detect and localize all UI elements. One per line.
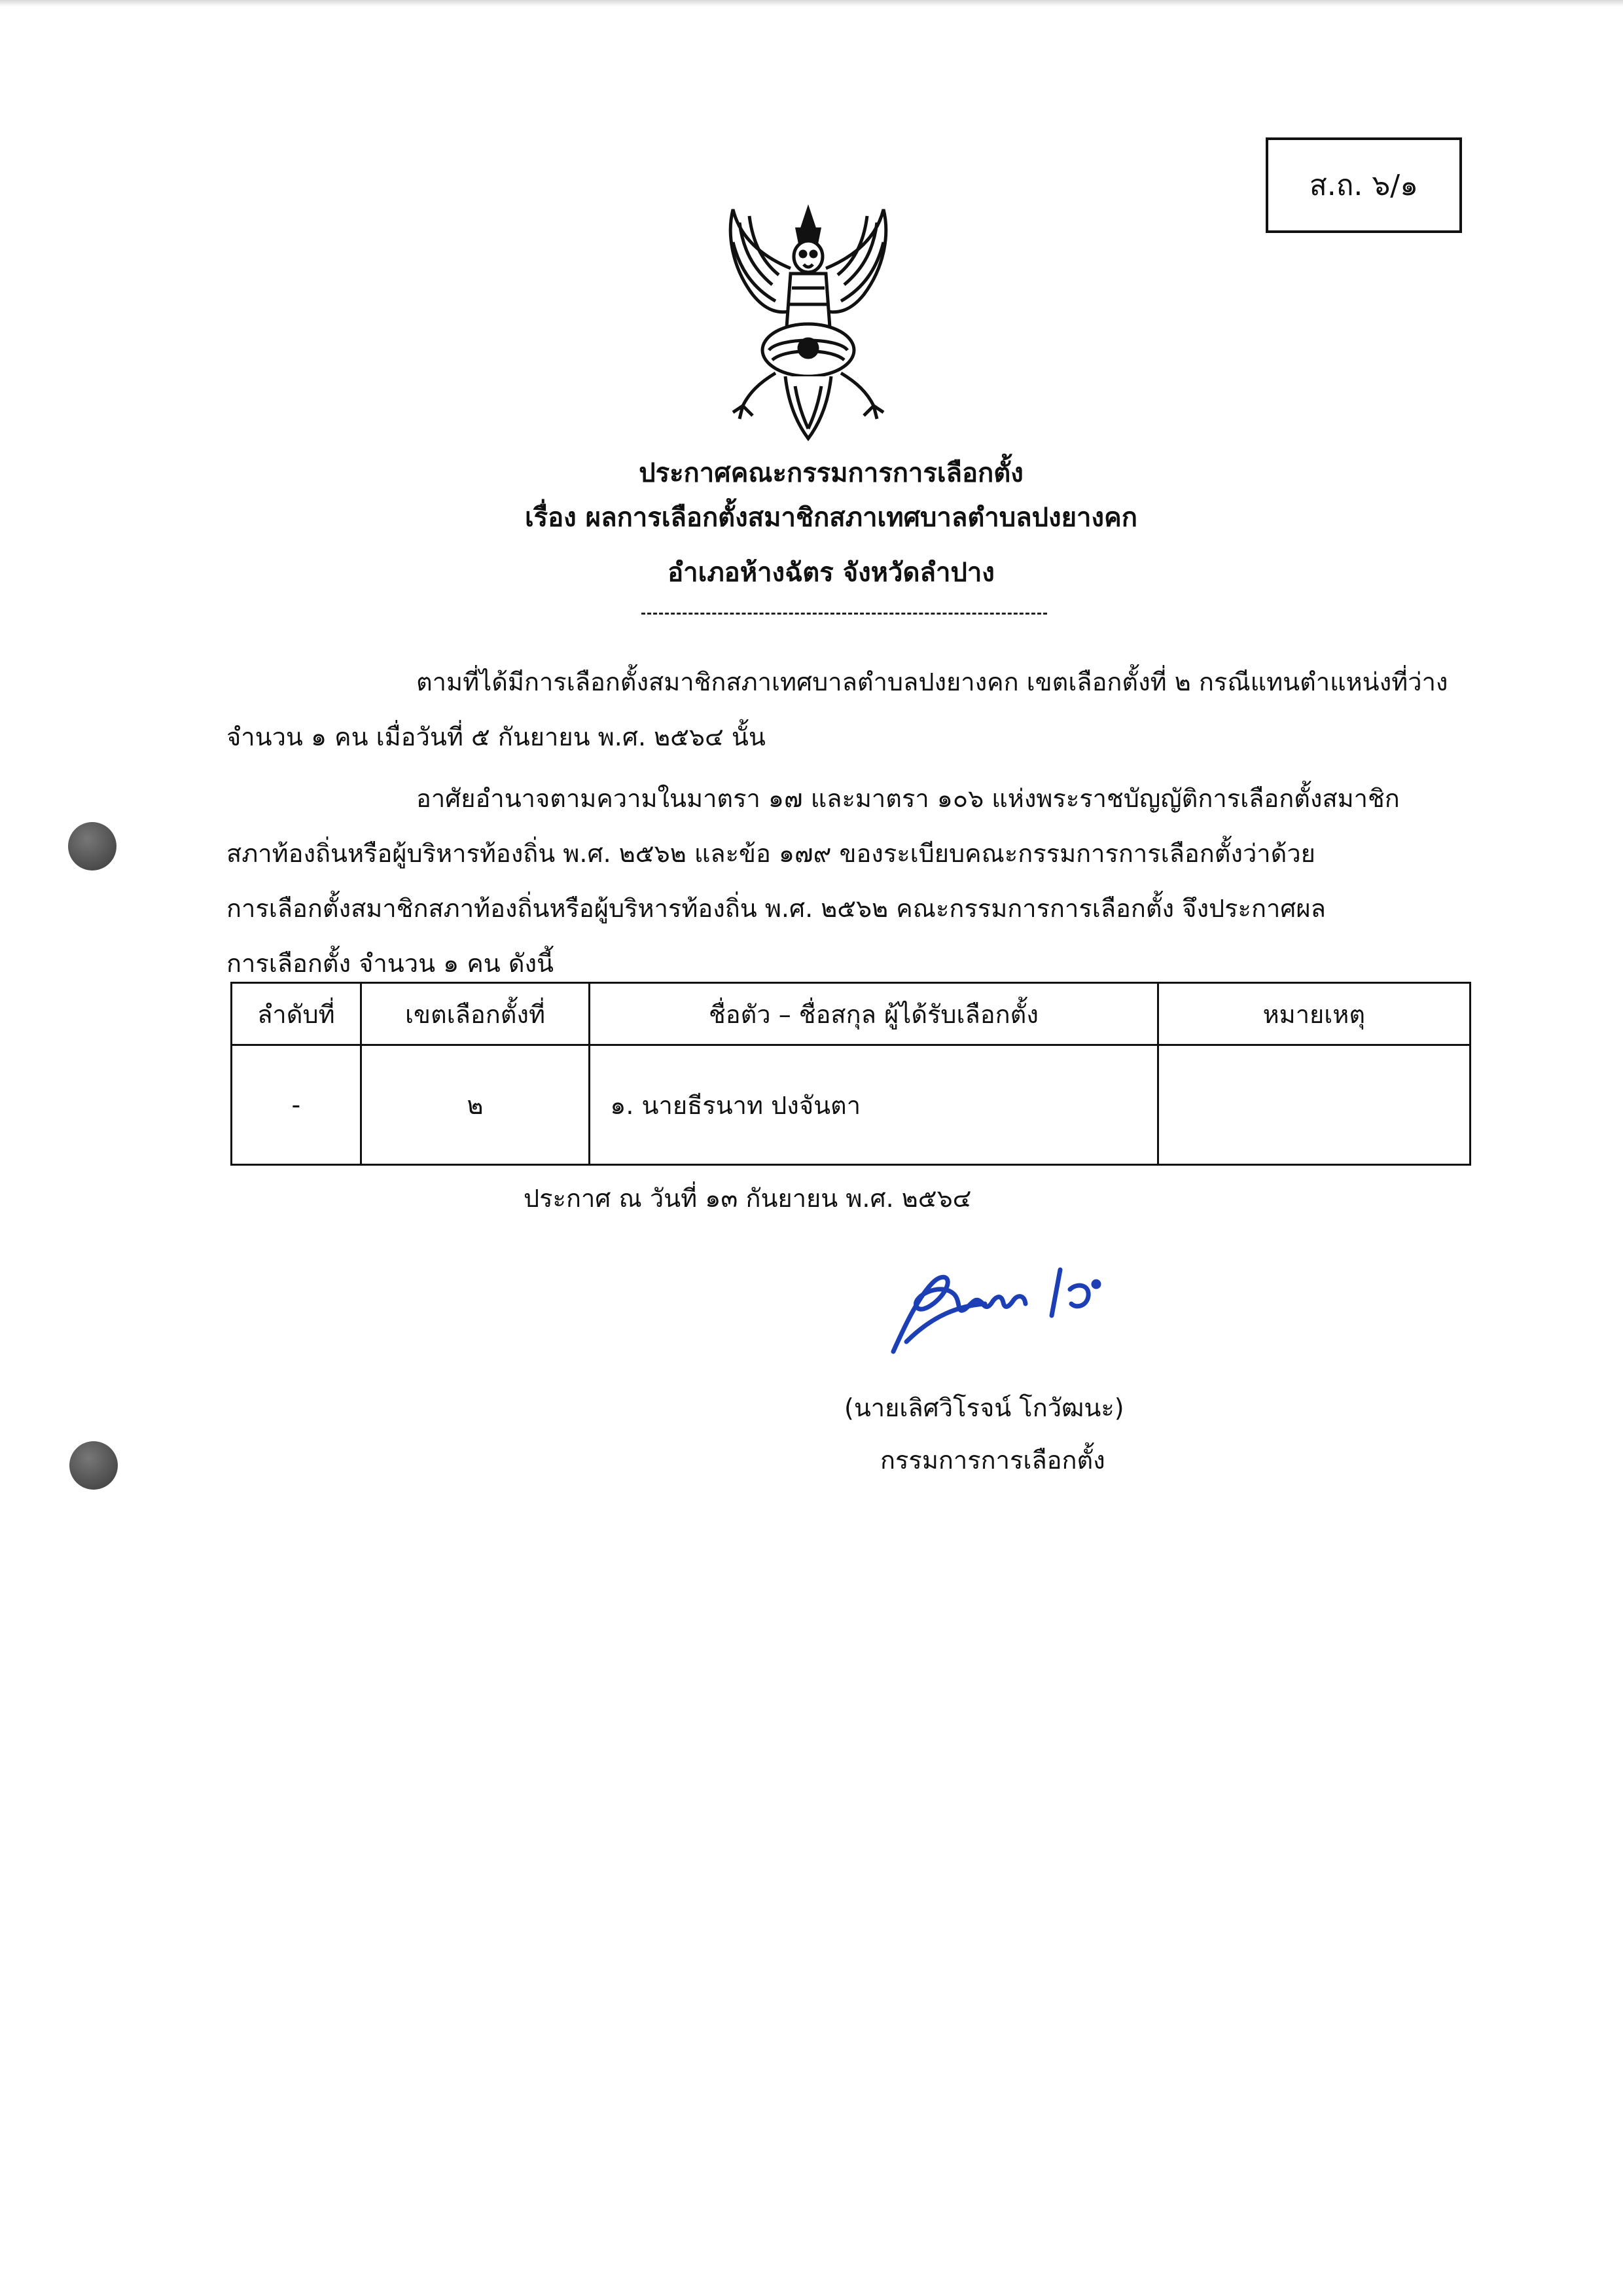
scan-edge bbox=[0, 0, 1623, 7]
signer-position: กรรมการการเลือกตั้ง bbox=[880, 1446, 1105, 1475]
table-header-row bbox=[232, 983, 1471, 1045]
column-header-order: ลำดับที่ bbox=[232, 983, 361, 1045]
cell-order: - bbox=[232, 1045, 361, 1165]
cell-elected-name: ๑. นายธีรนาท ปงจันตา bbox=[590, 1045, 1158, 1165]
announcement-location: อำเภอห้างฉัตร จังหวัดลำปาง bbox=[668, 558, 995, 588]
signature bbox=[880, 1244, 1116, 1368]
paragraph-reference bbox=[226, 655, 1470, 764]
paragraph-line: การเลือกตั้ง จำนวน ๑ คน ดังนี้ bbox=[226, 949, 554, 978]
column-header-district: เขตเลือกตั้งที่ bbox=[361, 983, 589, 1045]
announcement-title: ประกาศคณะกรรมการการเลือกตั้ง bbox=[639, 458, 1024, 488]
table-row bbox=[232, 1045, 1471, 1165]
paragraph-line: สภาท้องถิ่นหรือผู้บริหารท้องถิ่น พ.ศ. ๒๕๖๒ และข้อ ๑๗๙ ของระเบียบคณะกรรมการการเลือกตั้งว่าด้วย bbox=[226, 839, 1315, 868]
cell-district: ๒ bbox=[361, 1045, 589, 1165]
results-table bbox=[230, 982, 1471, 1166]
paragraph-line: จำนวน ๑ คน เมื่อวันที่ ๕ กันยายน พ.ศ. ๒๕๖๔ นั้น bbox=[226, 723, 766, 751]
form-code: ส.ถ. ๖/๑ bbox=[1309, 169, 1419, 202]
punch-hole bbox=[69, 1441, 118, 1490]
announcement-subject: เรื่อง ผลการเลือกตั้งสมาชิกสภาเทศบาลตำบลปงยางคก bbox=[525, 503, 1137, 533]
form-code-box bbox=[1266, 137, 1462, 233]
paragraph-line: การเลือกตั้งสมาชิกสภาท้องถิ่นหรือผู้บริหารท้องถิ่น พ.ศ. ๒๕๖๒ คณะกรรมการการเลือกตั้ง จึงประกาศผล bbox=[226, 894, 1326, 923]
punch-hole bbox=[68, 822, 116, 870]
paragraph-line: ตามที่ได้มีการเลือกตั้งสมาชิกสภาเทศบาลตำบลปงยางคก เขตเลือกตั้งที่ ๒ กรณีแทนตำแหน่งที่ว่าง bbox=[416, 668, 1448, 696]
announcement-date: ประกาศ ณ วันที่ ๑๓ กันยายน พ.ศ. ๒๕๖๔ bbox=[524, 1184, 972, 1213]
garuda-emblem-icon bbox=[713, 196, 903, 445]
title-divider bbox=[641, 613, 1047, 615]
column-header-remark: หมายเหตุ bbox=[1158, 983, 1470, 1045]
paragraph-line: อาศัยอำนาจตามความในมาตรา ๑๗ และมาตรา ๑๐๖ แห่งพระราชบัญญัติการเลือกตั้งสมาชิก bbox=[416, 784, 1400, 813]
paragraph-authority bbox=[226, 771, 1470, 991]
signer-name: (นายเลิศวิโรจน์ โกวัฒนะ) bbox=[844, 1393, 1124, 1422]
column-header-name: ชื่อตัว – ชื่อสกุล ผู้ได้รับเลือกตั้ง bbox=[590, 983, 1158, 1045]
cell-remark bbox=[1158, 1045, 1470, 1165]
